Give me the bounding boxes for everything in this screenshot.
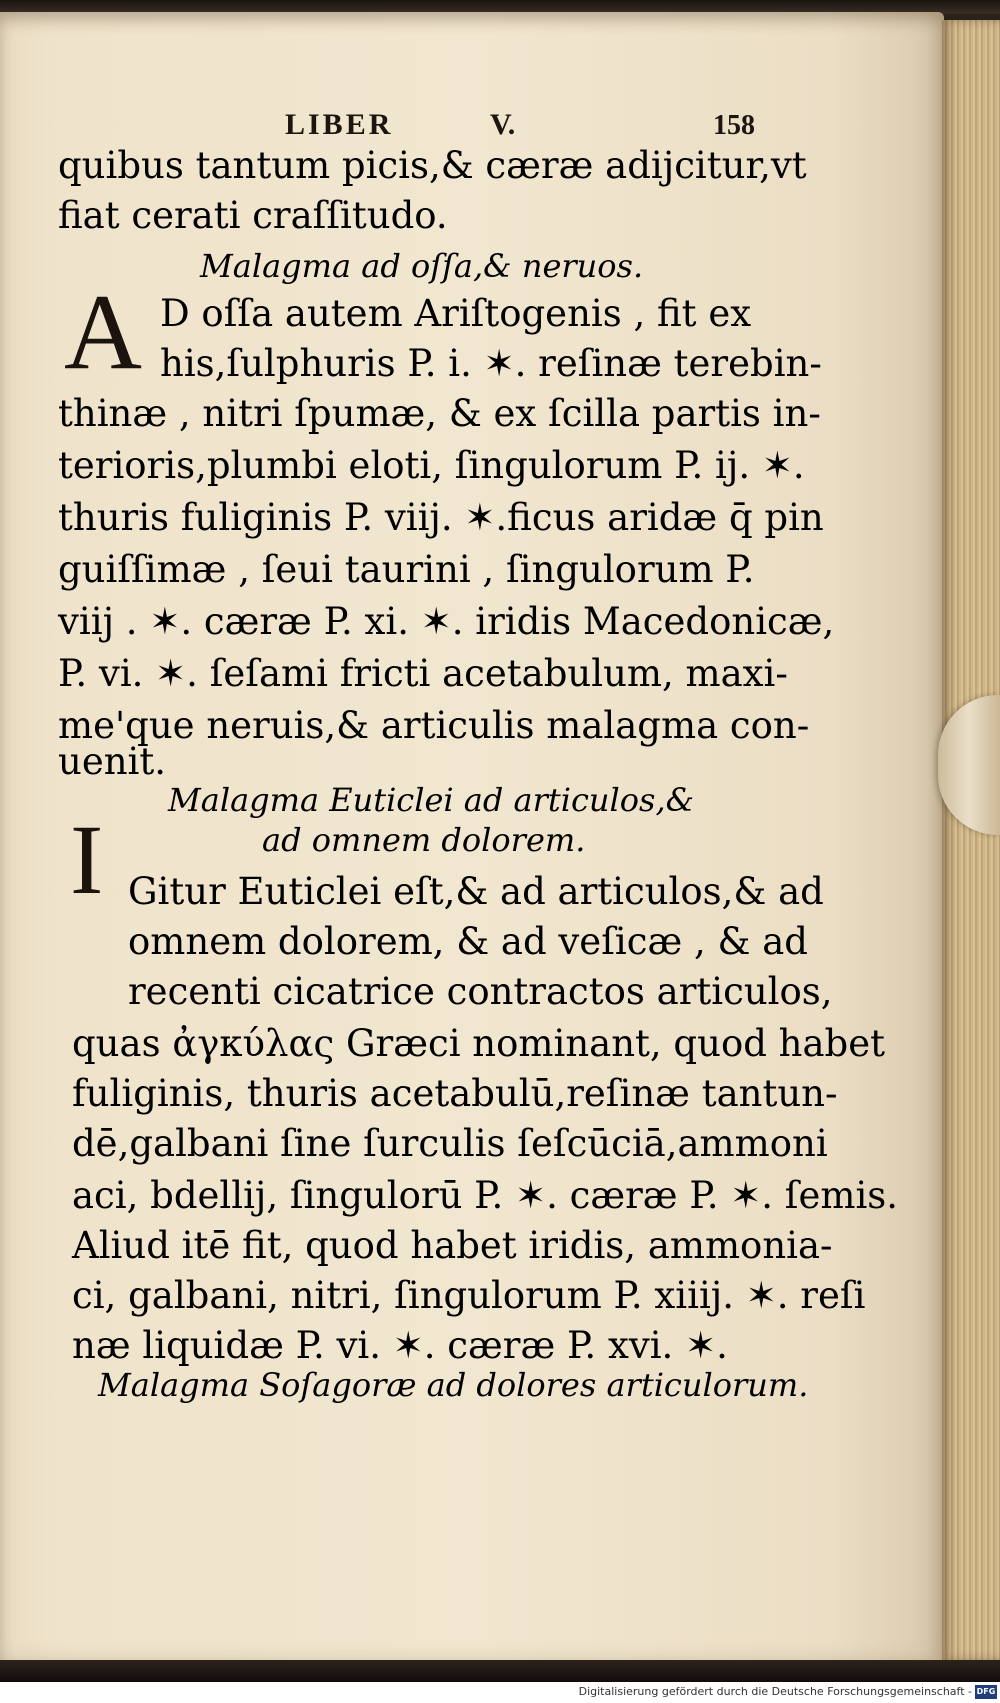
- text-line: me'que neruis,& articulis malagma con-: [58, 704, 810, 747]
- text-line: fuliginis, thuris acetabulū,reſinæ tantun-: [72, 1072, 838, 1115]
- footer-credit: Digitalisierung gefördert durch die Deutsche Forschungsgemeinschaft -: [578, 1685, 972, 1698]
- text-line: næ liquidæ P. vi. ✶. cæræ P. xvi. ✶.: [72, 1324, 728, 1367]
- section-heading: Malagma ad oſſa,& neruos.: [200, 247, 644, 285]
- section-heading: ad omnem dolorem.: [262, 821, 586, 859]
- text-line: quas ἀγκύλας Græci nominant, quod habet: [72, 1022, 886, 1065]
- text-line: thinæ , nitri ſpumæ, & ex ſcilla partis in-: [58, 392, 821, 435]
- text-line: guiſſimæ , ſeui taurini , ſingulorum P.: [58, 548, 755, 591]
- section-heading: Malagma Soſagoræ ad dolores articulorum.: [98, 1366, 809, 1404]
- text-line: omnem dolorem, & ad veſicæ , & ad: [128, 920, 808, 963]
- book-bottom-edge: [0, 1660, 1000, 1682]
- text-line: dē,galbani ſine ſurculis ſeſcūciā,ammoni: [72, 1122, 828, 1165]
- drop-cap-i: I: [70, 804, 104, 915]
- text-line: viij . ✶. cæræ P. xi. ✶. iridis Macedonicæ,: [58, 600, 835, 643]
- folio-number: 158: [713, 110, 755, 141]
- text-line: ci, galbani, nitri, ſingulorum P. xiiij. ✶. reſi: [72, 1274, 866, 1317]
- footer-bar: [0, 1682, 1000, 1703]
- section-heading: Malagma Euticlei ad articulos,&: [168, 781, 695, 819]
- text-line: uenit.: [58, 740, 167, 783]
- text-line: Aliud itē fit, quod habet iridis, ammonia-: [72, 1224, 833, 1267]
- text-line: thuris fuliginis P. viij. ✶.ficus aridæ q̄ pin: [58, 496, 824, 539]
- drop-cap-a: A: [64, 273, 142, 392]
- text-line: terioris,plumbi eloti, ſingulorum P. ij. ✶.: [58, 444, 805, 487]
- text-line: Gitur Euticlei eſt,& ad articulos,& ad: [128, 870, 824, 913]
- text-line: recenti cicatrice contractos articulos,: [128, 970, 833, 1013]
- dfg-logo: DFG: [975, 1685, 997, 1699]
- text-line: his,ſulphuris P. i. ✶. reſinæ terebin-: [160, 342, 822, 385]
- text-line: aci, bdellij, ſingulorū P. ✶. cæræ P. ✶. ſemis.: [72, 1174, 899, 1217]
- text-line: quibus tantum picis,& cæræ adijcitur,vt: [58, 144, 807, 187]
- text-line: D oſſa autem Ariſtogenis , fit ex: [160, 292, 752, 335]
- text-line: P. vi. ✶. ſeſami fricti acetabulum, maxi-: [58, 652, 788, 695]
- book-page-edges: [942, 20, 1000, 1660]
- text-line: fiat cerati craſſitudo.: [58, 194, 448, 237]
- running-head-liber: LIBER: [285, 108, 394, 141]
- running-head-book: V.: [490, 108, 516, 141]
